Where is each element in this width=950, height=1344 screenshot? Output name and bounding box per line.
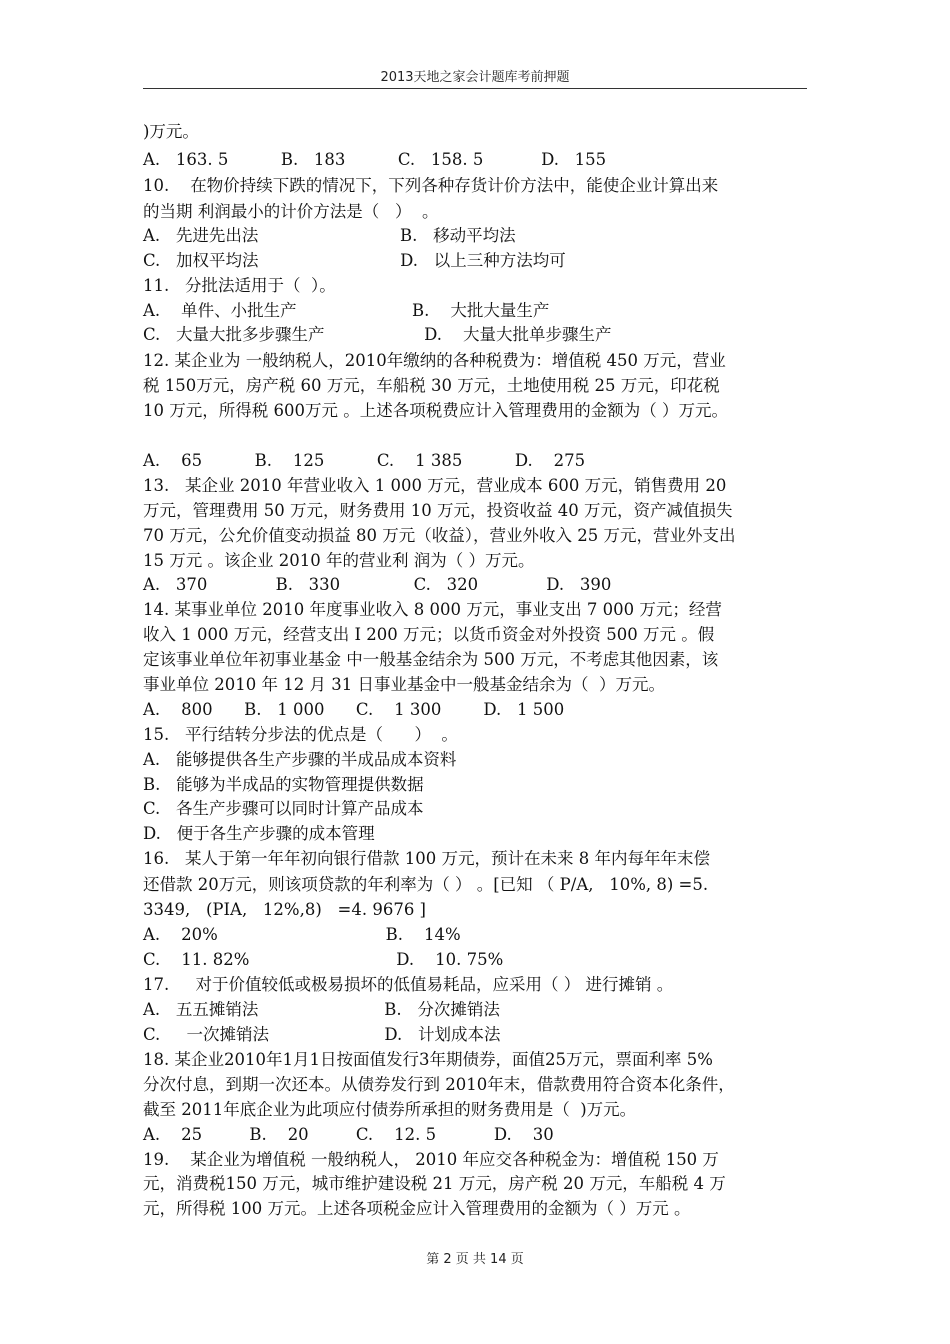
text-line: 11. 分批法适用于（ ）。	[143, 276, 336, 295]
text-line: A. 800 B. 1 000 C. 1 300 D. 1 500	[143, 700, 565, 719]
text-line: 万元，管理费用 50 万元，财务费用 10 万元，投资收益 40 万元，资产减值损失	[143, 501, 733, 520]
text-line: A. 370 B. 330 C. 320 D. 390	[143, 575, 612, 594]
text-line: A. 20% B. 14%	[143, 925, 461, 944]
text-line: A. 65 B. 125 C. 1 385 D. 275	[143, 451, 586, 470]
text-line: A. 先进先出法 B. 移动平均法	[143, 226, 516, 245]
text-line: 13. 某企业 2010 年营业收入 1 000 万元，营业成本 600 万元，销售费用 20	[143, 476, 727, 495]
text-line: 收入 1 000 万元，经营支出 I 200 万元；以货币资金对外投资 500 万元 。假	[143, 625, 715, 644]
text-line: 事业单位 2010 年 12 月 31 日事业基金中一般基金结余为（ ）万元。	[143, 675, 665, 694]
text-line: 12. 某企业为 一般纳税人，2010年缴纳的各种税费为：增值税 450 万元，营业	[143, 351, 726, 370]
text-line: A. 能够提供各生产步骤的半成品成本资料	[143, 750, 457, 769]
text-line: C. 大量大批多步骤生产 D. 大量大批单步骤生产	[143, 325, 612, 344]
text-line: 15. 平行结转分步法的优点是（ ） 。	[143, 725, 458, 744]
text-line: 还借款 20万元，则该项贷款的年利率为（ ） 。[已知 （ P/A, 10%, 8) =5.	[143, 875, 709, 894]
text-line: 17. 对于价值较低或极易损坏的低值易耗品，应采用（ ） 进行摊销 。	[143, 975, 674, 994]
text-line: C. 各生产步骤可以同时计算产品成本	[143, 799, 424, 818]
text-line: 14. 某事业单位 2010 年度事业收入 8 000 万元，事业支出 7 000 万元；经营	[143, 600, 722, 619]
text-line: 元，所得税 100 万元。上述各项税金应计入管理费用的金额为（ ）万元 。	[143, 1199, 691, 1218]
text-line: 70 万元，公允价值变动损益 80 万元（收益），营业外收入 25 万元，营业外支出	[143, 526, 736, 545]
text-line: 税 150万元，房产税 60 万元，车船税 30 万元，土地使用税 25 万元，印花税	[143, 376, 720, 395]
text-line: A. 163. 5 B. 183 C. 158. 5 D. 155	[143, 150, 607, 169]
text-line: D. 便于各生产步骤的成本管理	[143, 824, 375, 843]
text-line: 的当期 利润最小的计价方法是（ ） 。	[143, 202, 439, 221]
text-line: B. 能够为半成品的实物管理提供数据	[143, 775, 424, 794]
text-line: C. 一次摊销法 D. 计划成本法	[143, 1025, 501, 1044]
text-line: 19. 某企业为增值税 一般纳税人， 2010 年应交各种税金为：增值税 150 万	[143, 1150, 719, 1169]
text-line: )万元。	[143, 122, 199, 141]
text-line: 10. 在物价持续下跌的情况下，下列各种存货计价方法中，能使企业计算出来	[143, 176, 719, 195]
text-line: 截至 2011年底企业为此项应付债券所承担的财务费用是（ )万元。	[143, 1100, 637, 1119]
text-line: 10 万元，所得税 600万元 。上述各项税费应计入管理费用的金额为（ ）万元。	[143, 401, 728, 420]
text-line: A. 单件、小批生产 B. 大批大量生产	[143, 301, 550, 320]
text-line: 分次付息，到期一次还本。从债券发行到 2010年末，借款费用符合资本化条件，	[143, 1075, 735, 1094]
header-divider	[143, 88, 807, 89]
text-line: 18. 某企业2010年1月1日按面值发行3年期债券，面值25万元，票面利率 5%	[143, 1050, 713, 1069]
text-line: A. 25 B. 20 C. 12. 5 D. 30	[143, 1125, 554, 1144]
text-line: 16. 某人于第一年年初向银行借款 100 万元，预计在未来 8 年内每年年末偿	[143, 849, 710, 868]
page-header: 2013天地之家会计题库考前押题	[380, 70, 570, 85]
text-line: 定该事业单位年初事业基金 中一般基金结余为 500 万元，不考虑其他因素，该	[143, 650, 719, 669]
text-line: 元，消费税150 万元，城市维护建设税 21 万元，房产税 20 万元，车船税 4 万	[143, 1174, 726, 1193]
text-line: 15 万元 。该企业 2010 年的营业利 润为（ ）万元。	[143, 551, 535, 570]
text-line: C. 11. 82% D. 10. 75%	[143, 950, 504, 969]
page-footer: 第 2 页 共 14 页	[426, 1252, 524, 1267]
text-line: C. 加权平均法 D. 以上三种方法均可	[143, 251, 566, 270]
text-line: 3349, (PIA, 12%,8) =4. 9676 ]	[143, 900, 426, 919]
text-line: A. 五五摊销法 B. 分次摊销法	[143, 1000, 500, 1019]
